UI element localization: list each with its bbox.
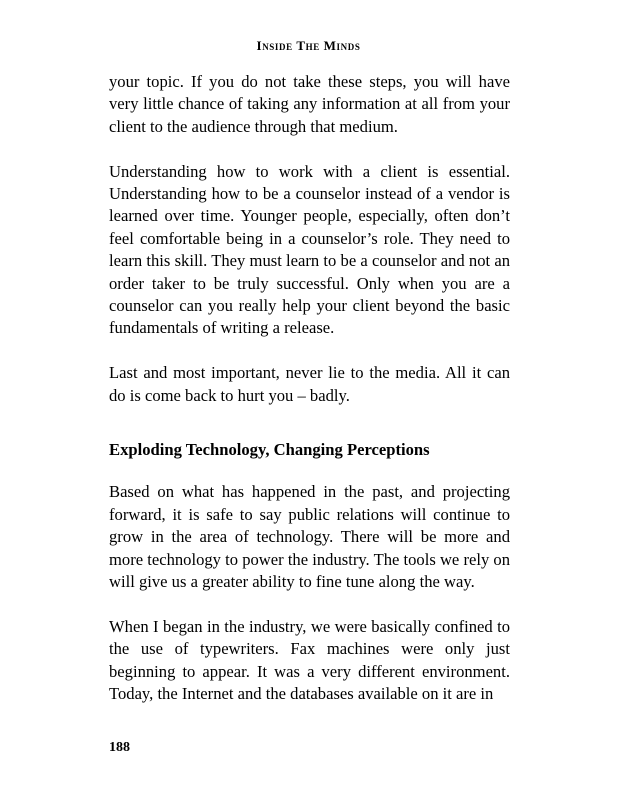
body-paragraph-4: Based on what has happened in the past, and projecting forward, it is safe to say public relations will continue to grow in the area of technology. There will be more and more technology to power the industry. The tools we rely on will give us a greater ability to fine tune along the way. (109, 482, 510, 592)
body-paragraph-1: your topic. If you do not take these steps, you will have very little chance of taking any information at all from your client to the audience through that medium. (109, 72, 510, 136)
page-body (109, 71, 510, 728)
body-paragraph-2: Understanding how to work with a client is essential. Understanding how to be a counselor instead of a vendor is learned over time. Younger people, especially, often don’t feel comfortable being in a counselor’s role. They need to learn this skill. They must learn to be a counselor and not an order taker to be truly successful. Only when you are a counselor can you really help your client beyond the basic fundamentals of writing a release. (109, 161, 510, 338)
body-paragraph-5: When I began in the industry, we were basically confined to the use of typewriters. Fax machines were only just beginning to appear. It was a very different environment. Today, the Internet and the databases available on it are in (109, 616, 510, 704)
section-heading: Exploding Technology, Changing Perceptions (109, 440, 430, 460)
running-header: Inside The Minds (256, 38, 361, 53)
body-paragraph-3: Last and most important, never lie to the media. All it can do is come back to hurt you – badly. (109, 363, 510, 405)
page-number: 188 (109, 740, 130, 755)
